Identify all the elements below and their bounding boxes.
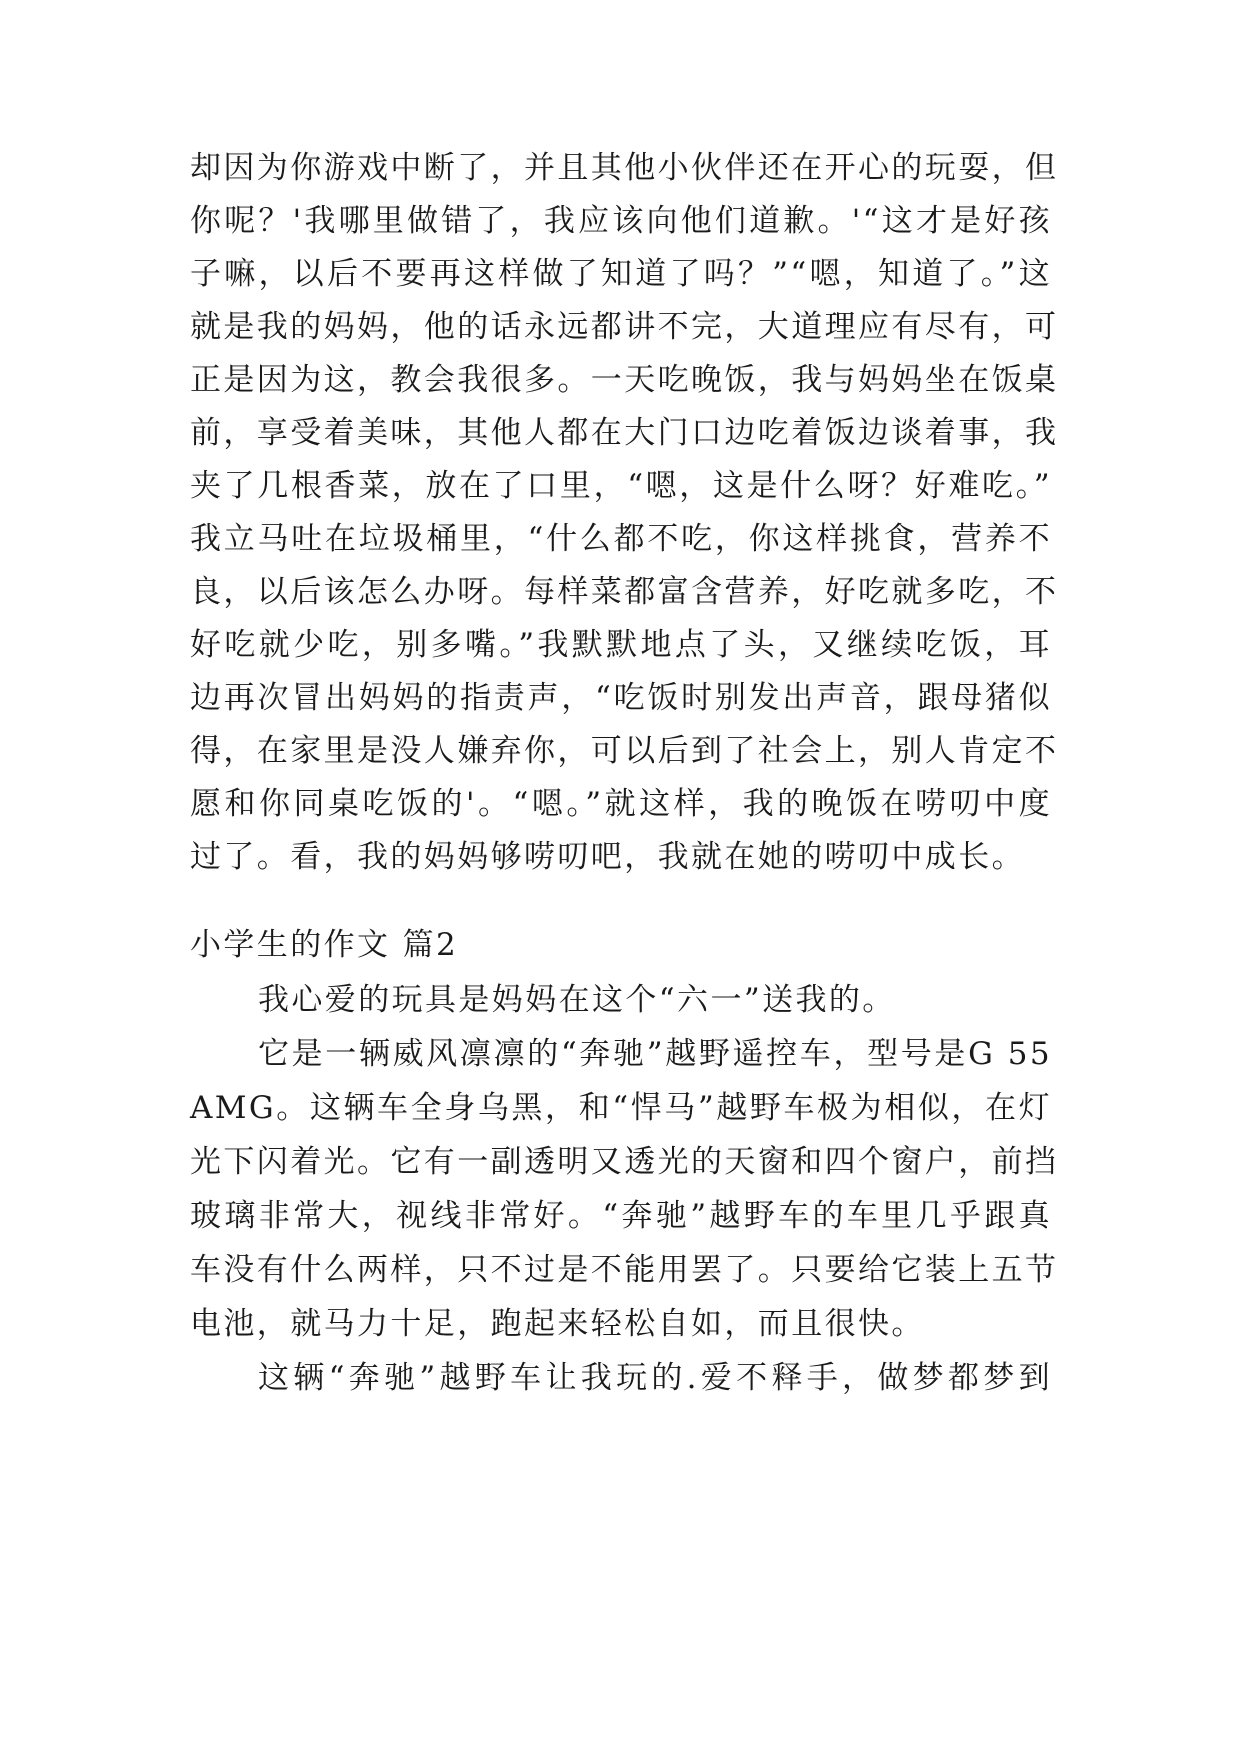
text-line: 过了。看，我的妈妈够唠叨吧，我就在她的唠叨中成长。 [190, 839, 1025, 875]
paragraph-line: 这辆“奔驰”越野车让我玩的.爱不释手，做梦都梦到 [258, 1360, 1052, 1396]
paragraph-line: 光下闪着光。它有一副透明又透光的天窗和四个窗户，前挡 [190, 1144, 1059, 1180]
text-line: 正是因为这，教会我很多。一天吃晚饭，我与妈妈坐在饭桌 [190, 362, 1059, 398]
text-line: 边再次冒出妈妈的指责声，“吃饭时别发出声音，跟母猪似 [190, 680, 1052, 716]
text-line: 你呢？'我哪里做错了，我应该向他们道歉。'“这才是好孩 [190, 203, 1052, 239]
section-heading: 小学生的作文 篇2 [190, 927, 459, 963]
text-line: 夹了几根香菜，放在了口里，“嗯，这是什么呀？好难吃。” [190, 468, 1052, 504]
paragraph-line: AMG。这辆车全身乌黑，和“悍马”越野车极为相似，在灯 [190, 1090, 1052, 1126]
paragraph-line: 我心爱的玩具是妈妈在这个“六一”送我的。 [258, 982, 896, 1018]
paragraph-line: 车没有什么两样，只不过是不能用罢了。只要给它装上五节 [190, 1252, 1059, 1288]
paragraph-line: 电池，就马力十足，跑起来轻松自如，而且很快。 [190, 1306, 925, 1342]
text-line: 子嘛，以后不要再这样做了知道了吗？”“嗯，知道了。”这 [190, 256, 1052, 292]
text-line: 好吃就少吃，别多嘴。”我默默地点了头，又继续吃饭，耳 [190, 627, 1052, 663]
paragraph-line: 它是一辆威风凛凛的“奔驰”越野遥控车，型号是G 55 [258, 1036, 1052, 1072]
text-line: 愿和你同桌吃饭的'。“嗯。”就这样，我的晚饭在唠叨中度 [190, 786, 1052, 822]
text-line: 得，在家里是没人嫌弃你，可以后到了社会上，别人肯定不 [190, 733, 1059, 769]
paragraph-line: 玻璃非常大，视线非常好。“奔驰”越野车的车里几乎跟真 [190, 1198, 1052, 1234]
text-line: 却因为你游戏中断了，并且其他小伙伴还在开心的玩耍，但 [190, 150, 1059, 186]
text-line: 前，享受着美味，其他人都在大门口边吃着饭边谈着事，我 [190, 415, 1059, 451]
text-line: 我立马吐在垃圾桶里，“什么都不吃，你这样挑食，营养不 [190, 521, 1052, 557]
text-line: 良，以后该怎么办呀。每样菜都富含营养，好吃就多吃，不 [190, 574, 1059, 610]
text-line: 就是我的妈妈，他的话永远都讲不完，大道理应有尽有，可 [190, 309, 1059, 345]
